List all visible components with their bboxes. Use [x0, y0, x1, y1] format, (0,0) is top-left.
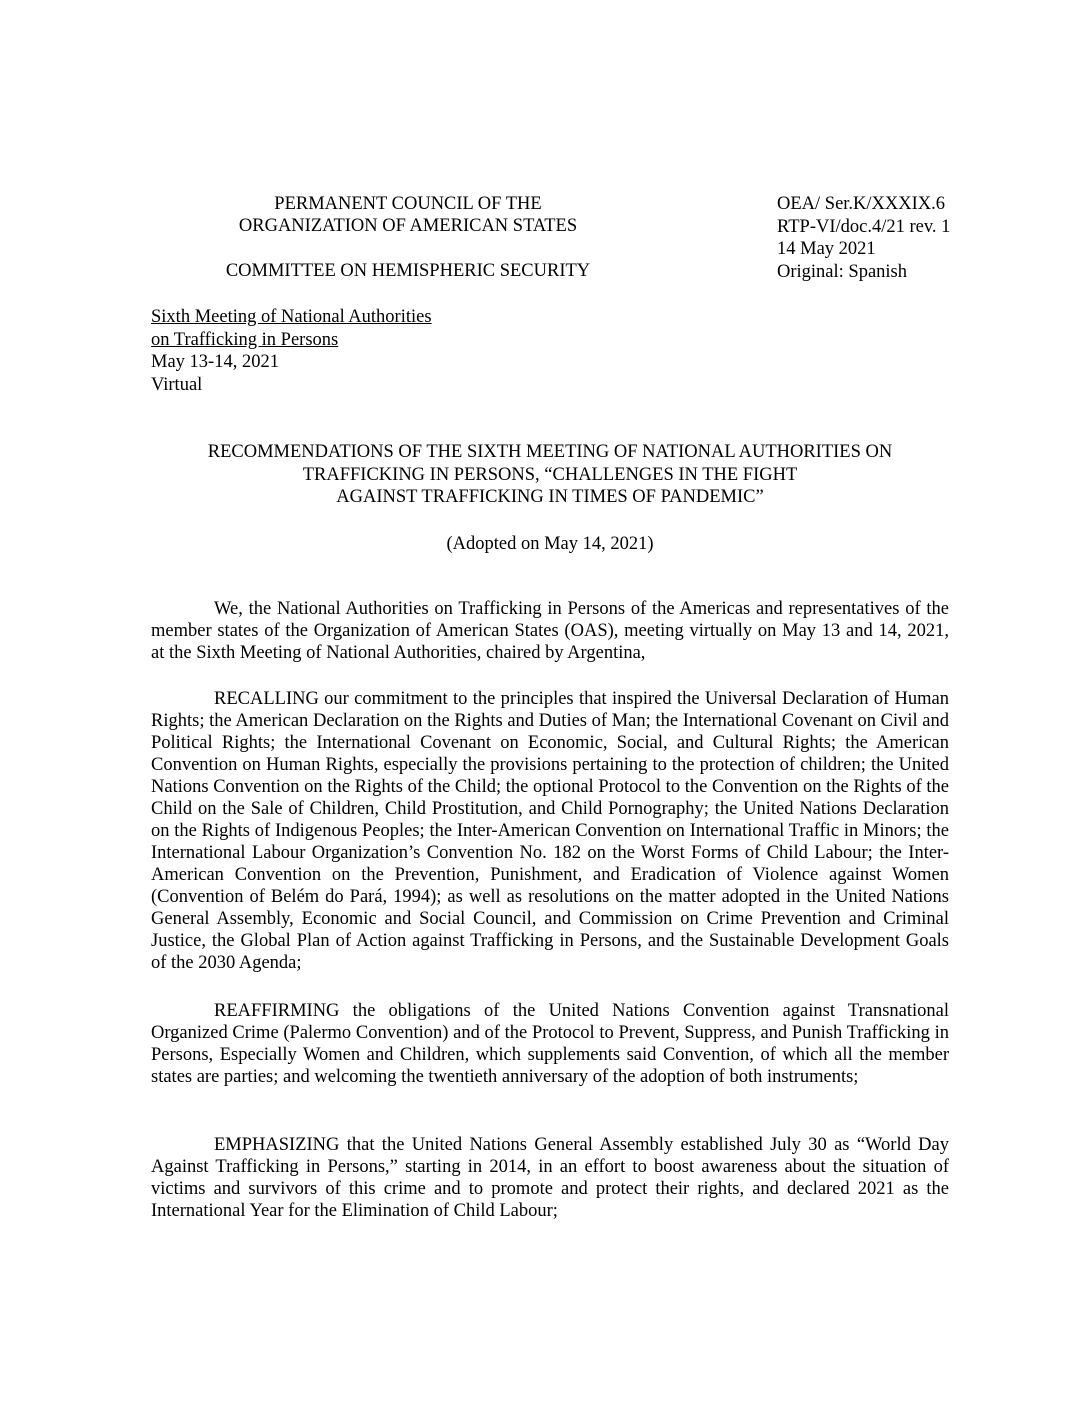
meeting-name-line2: on Trafficking in Persons	[151, 329, 339, 350]
document-title	[151, 441, 949, 509]
meeting-mode: Virtual	[151, 374, 203, 395]
document-number: RTP-VI/doc.4/21 rev. 1	[777, 216, 951, 237]
header-organization: ORGANIZATION OF AMERICAN STATES	[238, 216, 578, 236]
adoption-note: (Adopted on May 14, 2021)	[446, 534, 654, 554]
title-line3: AGAINST TRAFFICKING IN TIMES OF PANDEMIC”	[336, 487, 764, 507]
header-council: PERMANENT COUNCIL OF THE	[274, 194, 542, 214]
emphasizing-paragraph: EMPHASIZING that the United Nations General Assembly established July 30 as “World Day Against Trafficking in Persons,” starting in 2014, in an effort to boost awareness about the situation of victims and survivors of this crime and to promote and protect their rights, and declared 2021 as the International Year for the Elimination of Child Labour;	[151, 1135, 949, 1221]
title-line1: RECOMMENDATIONS OF THE SIXTH MEETING OF NATIONAL AUTHORITIES ON	[207, 442, 893, 462]
title-line2: TRAFFICKING IN PERSONS, “CHALLENGES IN THE FIGHT	[302, 464, 798, 485]
header-committee: COMMITTEE ON HEMISPHERIC SECURITY	[225, 261, 591, 281]
reaffirming-paragraph: REAFFIRMING the obligations of the United Nations Convention against Transnational Organized Crime (Palermo Convention) and of the Protocol to Prevent, Suppress, and Punish Trafficking in Persons, Especially Women and Children, which supplements said Convention, of which all the member states are parties; and welcoming the twentieth anniversary of the adoption of both instruments;	[151, 1001, 949, 1087]
issuing-body	[210, 193, 606, 282]
preamble-paragraph: We, the National Authorities on Trafficking in Persons of the Americas and representatives of the member states of the Organization of American States (OAS), meeting virtually on May 13 and 14, 2021, at the Sixth Meeting of National Authorities, chaired by Argentina,	[151, 599, 949, 663]
recalling-paragraph: RECALLING our commitment to the principles that inspired the Universal Declaration of Human Rights; the American Declaration on the Rights and Duties of Man; the International Covenant on Civil and Political Rights; the International Covenant on Economic, Social, and Cultural Rights; the American Convention on Human Rights, especially the provisions pertaining to the protection of children; the United Nations Convention on the Rights of the Child; the optional Protocol to the Convention on the Rights of the Child on the Sale of Children, Child Prostitution, and Child Pornography; the United Nations Declaration on the Rights of Indigenous Peoples; the Inter-American Convention on International Traffic in Minors; the International Labour Organization’s Convention No. 182 on the Worst Forms of Child Labour; the Inter-American Convention on the Prevention, Punishment, and Eradication of Violence against Women (Convention of Belém do Pará, 1994); as well as resolutions on the matter adopted in the United Nations General Assembly, Economic and Social Council, and Commission on Crime Prevention and Criminal Justice, the Global Plan of Action against Trafficking in Persons, and the Sustainable Development Goals of the 2030 Agenda;	[151, 689, 949, 973]
meeting-name-line1: Sixth Meeting of National Authorities	[151, 307, 432, 327]
document-date: 14 May 2021	[777, 239, 876, 259]
document-reference	[777, 193, 950, 283]
original-language: Original: Spanish	[777, 261, 908, 282]
series-number: OEA/ Ser.K/XXXIX.6	[777, 194, 946, 214]
meeting-dates: May 13-14, 2021	[151, 352, 279, 372]
meeting-info	[151, 306, 432, 396]
